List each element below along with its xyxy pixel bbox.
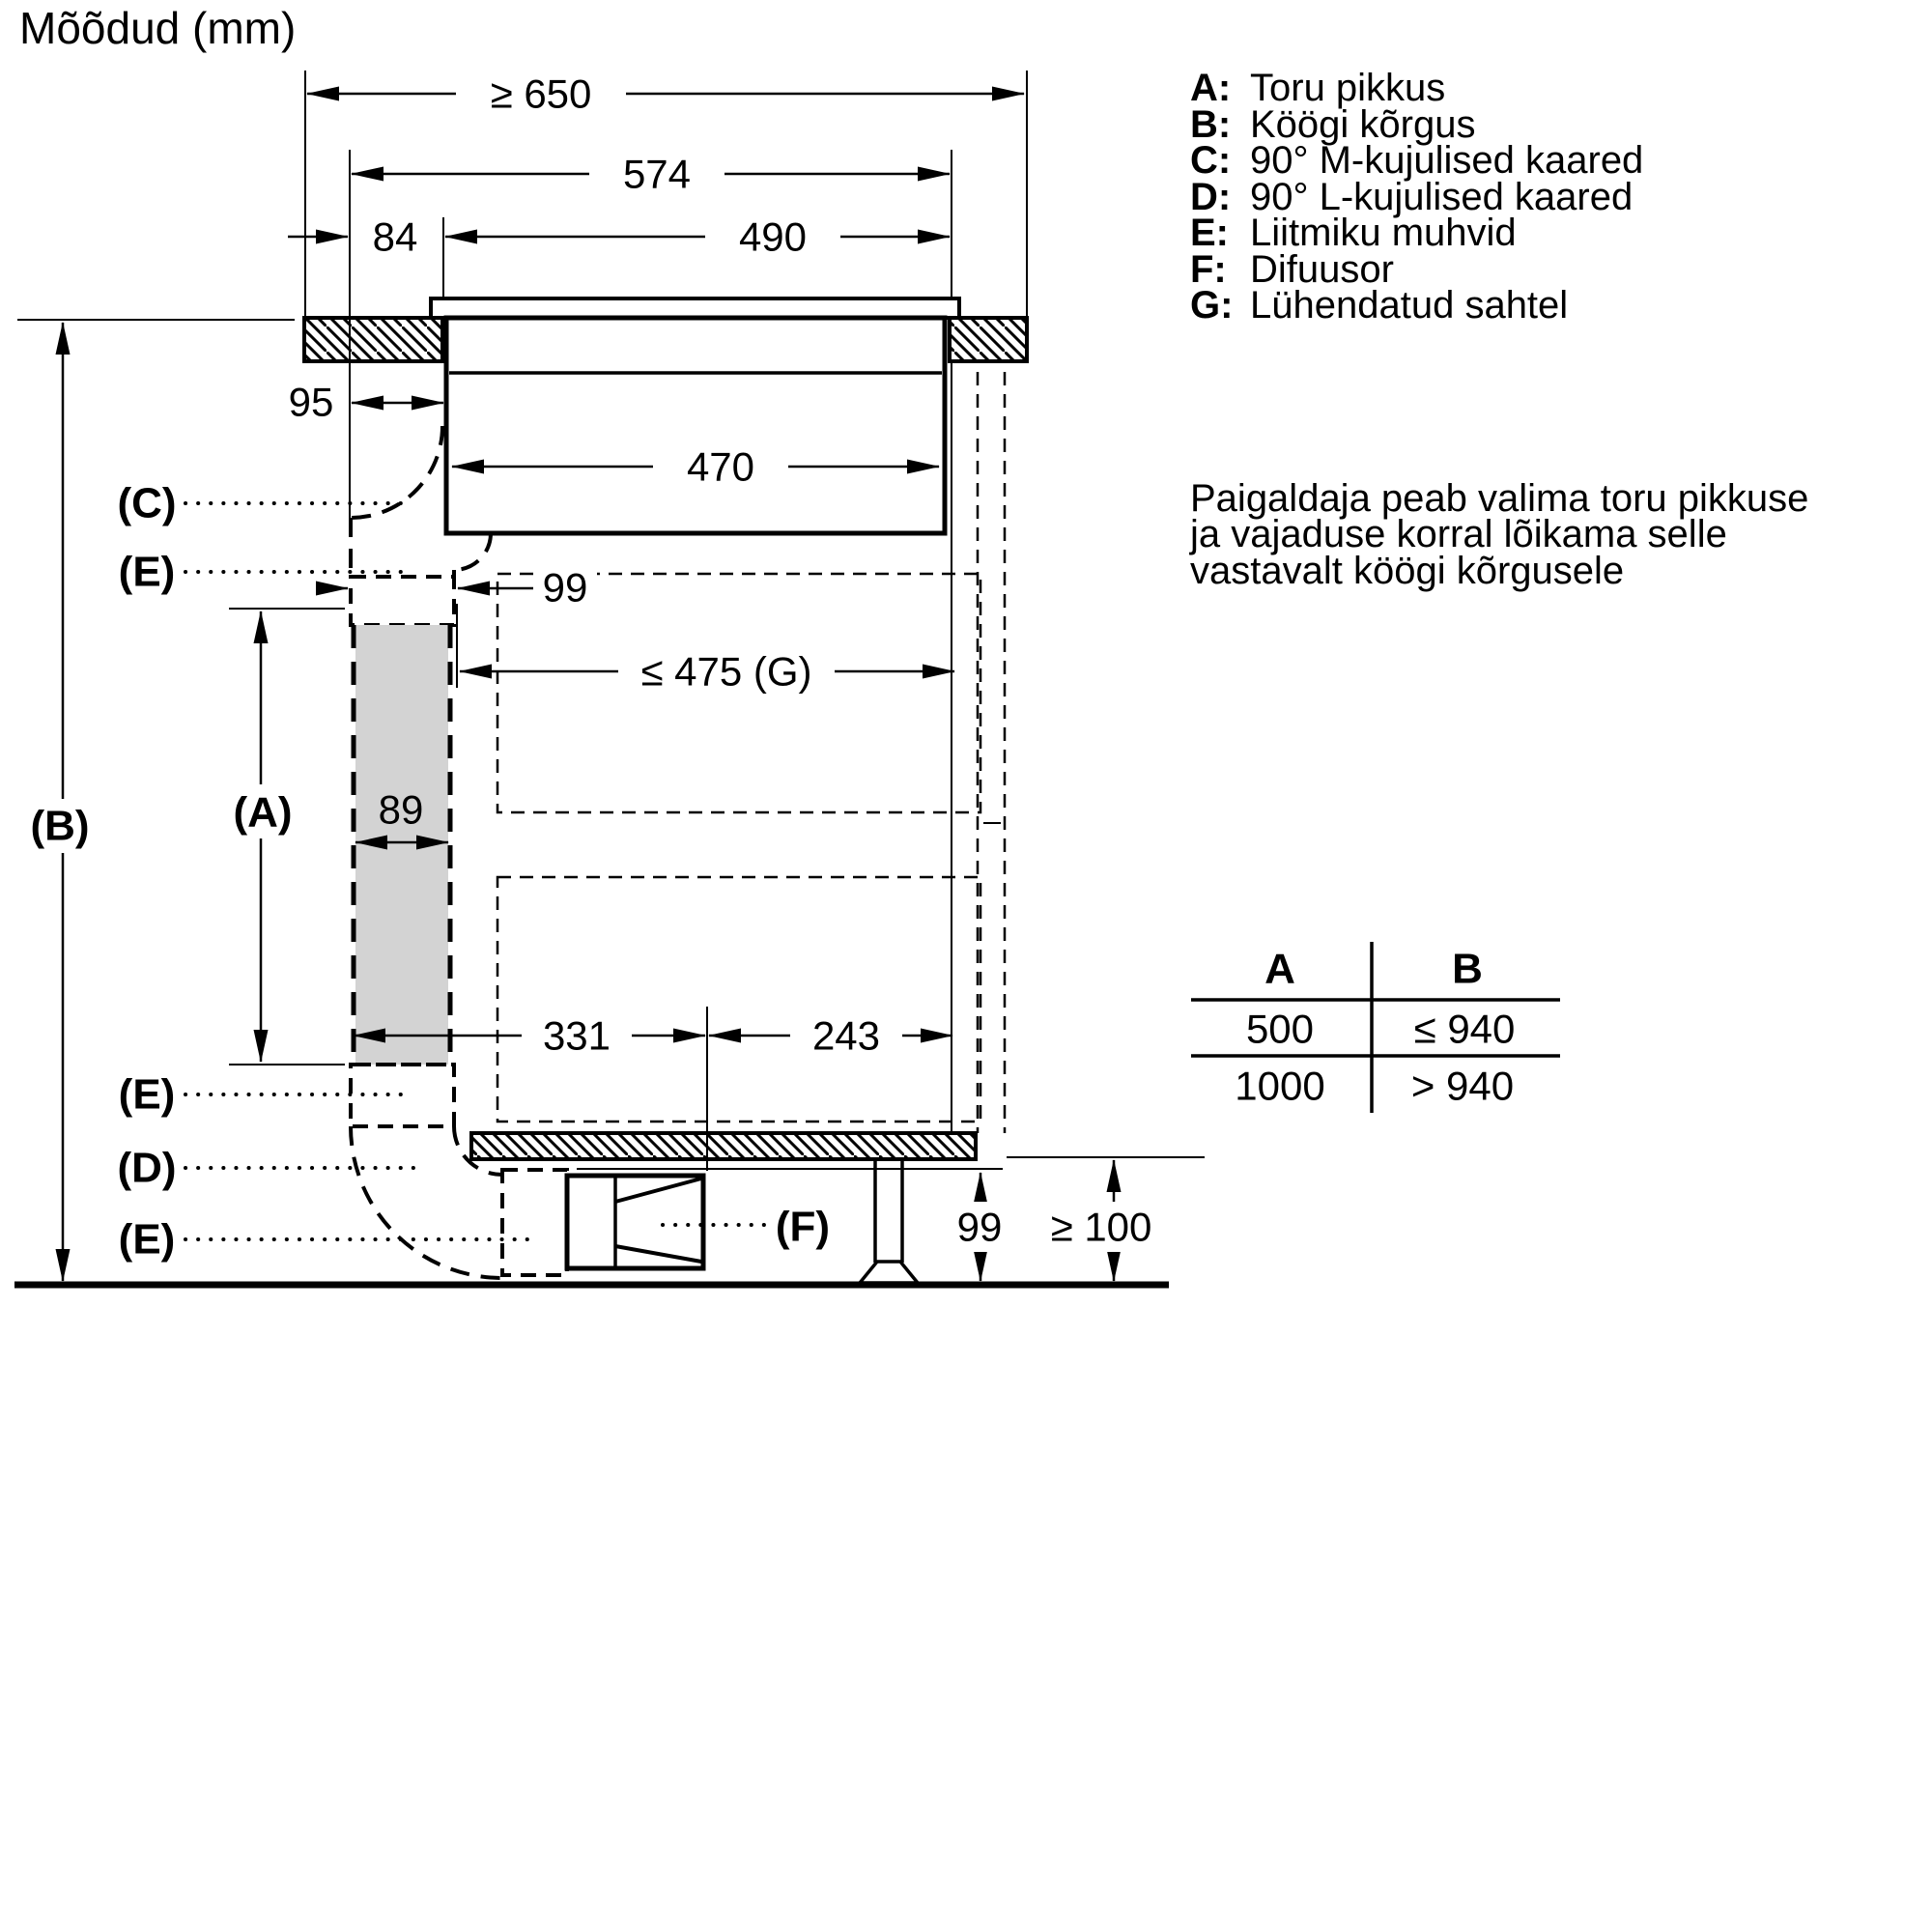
connector-sleeve-bottom bbox=[502, 1170, 567, 1275]
note-line-3: vastavalt köögi kõrgusele bbox=[1190, 550, 1625, 592]
table-cell-b1: ≤ 940 bbox=[1413, 1006, 1516, 1052]
legend-key-f: F: bbox=[1190, 248, 1227, 291]
note-line-2: ja vajaduse korral lõikama selle bbox=[1190, 513, 1727, 555]
dim-tube: 89 bbox=[378, 786, 424, 833]
table-header-a: A bbox=[1264, 945, 1295, 993]
legend-label-c: 90° M-kujulised kaared bbox=[1250, 139, 1644, 182]
dim-duct-top: 95 bbox=[288, 379, 334, 425]
duct-tube bbox=[355, 625, 448, 1065]
legend-key-e: E: bbox=[1190, 212, 1229, 254]
dim-body: 470 bbox=[686, 443, 755, 490]
legend bbox=[1190, 67, 1643, 327]
connector-sleeve-top bbox=[351, 577, 454, 625]
label-c: (C) bbox=[117, 479, 177, 527]
dim-offset: 84 bbox=[372, 213, 418, 260]
legend-label-e: Liitmiku muhvid bbox=[1250, 212, 1517, 254]
drawer-outline bbox=[497, 877, 980, 1122]
legend-label-f: Difuusor bbox=[1250, 248, 1394, 291]
note-line-1: Paigaldaja peab valima toru pikkuse bbox=[1190, 477, 1809, 520]
label-e-top: (E) bbox=[118, 548, 176, 596]
label-f: (F) bbox=[775, 1203, 831, 1251]
cabinet-bottom-panel bbox=[471, 1133, 976, 1159]
label-a: (A) bbox=[233, 788, 293, 837]
worktop-right-section bbox=[950, 318, 1027, 361]
legend-key-d: D: bbox=[1190, 176, 1232, 218]
table-cell-a1: 500 bbox=[1245, 1006, 1315, 1052]
dim-glass: 574 bbox=[622, 151, 692, 197]
ab-table bbox=[1191, 942, 1560, 1113]
dim-drawer: ≤ 475 (G) bbox=[640, 648, 812, 695]
label-e-middle: (E) bbox=[118, 1070, 176, 1119]
legend-key-g: G: bbox=[1190, 284, 1234, 327]
dim-cutout: 490 bbox=[738, 213, 808, 260]
legend-label-g: Lühendatud sahtel bbox=[1250, 284, 1569, 327]
dim-plinth: ≥ 100 bbox=[1050, 1204, 1152, 1250]
dim-right-span: 243 bbox=[811, 1012, 881, 1059]
legend-key-b: B: bbox=[1190, 103, 1232, 146]
legend-label-b: Köögi kõrgus bbox=[1250, 103, 1476, 146]
text-backgrounds bbox=[25, 70, 1171, 1252]
legend-key-a: A: bbox=[1190, 67, 1232, 109]
legend-key-c: C: bbox=[1190, 139, 1232, 182]
structure bbox=[14, 298, 1169, 1285]
table-cell-a2: 1000 bbox=[1235, 1063, 1325, 1109]
dim-recess: 99 bbox=[956, 1204, 1003, 1250]
worktop-left-section bbox=[304, 318, 442, 361]
dimension-lines bbox=[63, 94, 1114, 1281]
dim-left-span: 331 bbox=[542, 1012, 611, 1059]
hob-glass-top bbox=[431, 298, 959, 318]
table-header-b: B bbox=[1452, 945, 1483, 993]
legend-label-a: Toru pikkus bbox=[1250, 67, 1446, 109]
table-cell-b2: > 940 bbox=[1410, 1063, 1515, 1109]
label-e-bottom: (E) bbox=[118, 1215, 176, 1264]
installer-note bbox=[1189, 477, 1808, 592]
dim-duct-depth: 99 bbox=[542, 564, 588, 611]
diffuser bbox=[567, 1176, 703, 1268]
leader-lines bbox=[185, 503, 765, 1239]
leg-foot bbox=[860, 1262, 918, 1283]
hob-body bbox=[446, 318, 945, 533]
dim-min-width: ≥ 650 bbox=[490, 71, 592, 117]
legend-label-d: 90° L-kujulised kaared bbox=[1250, 176, 1634, 218]
page-title: Mõõdud (mm) bbox=[19, 3, 297, 53]
label-b: (B) bbox=[30, 802, 90, 850]
label-d: (D) bbox=[117, 1144, 177, 1192]
m-bend-inner-arc bbox=[454, 533, 491, 570]
